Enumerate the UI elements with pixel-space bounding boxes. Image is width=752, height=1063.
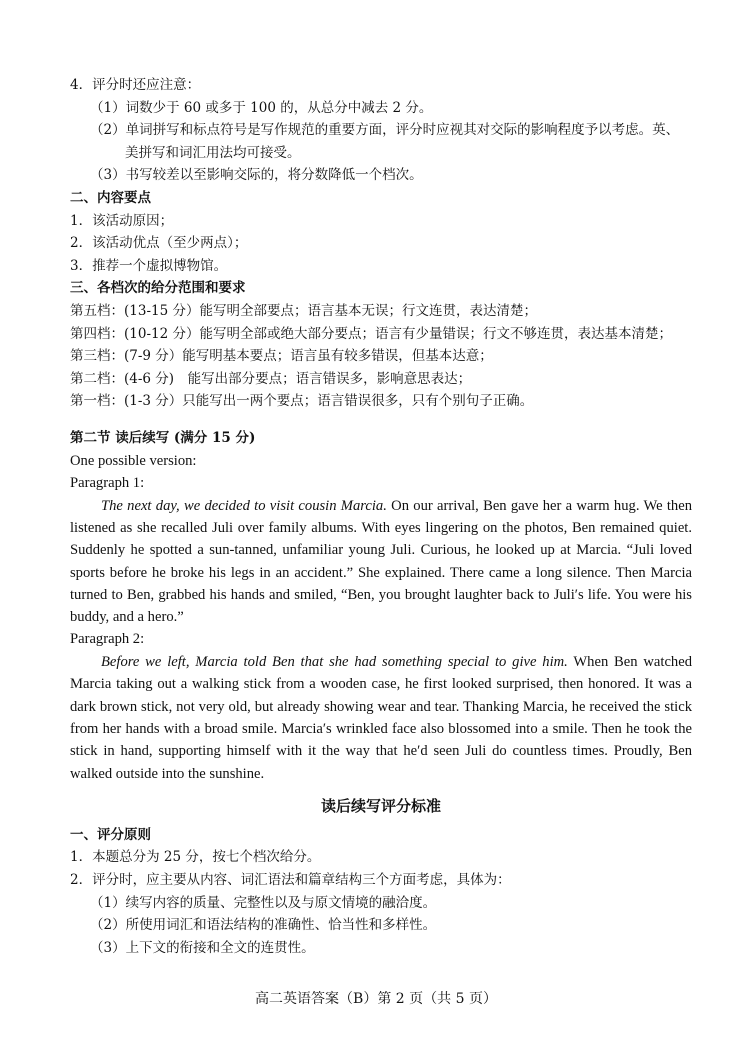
principle-sub-3: （3）上下文的衔接和全文的连贯性。: [90, 939, 315, 956]
page-footer: 高二英语答案（B）第 2 页（共 5 页）: [255, 991, 497, 1007]
paragraph1-text: [70, 495, 692, 629]
principles-heading: 一、评分原则: [70, 826, 151, 843]
principle-sub-2: （2）所使用词汇和语法结构的准确性、恰当性和多样性。: [90, 917, 437, 934]
section2-heading: 第二节 读后续写 (满分 15 分): [70, 429, 256, 446]
scoring-note-3: （3）书写较差以至影响交际的，将分数降低一个档次。: [90, 167, 423, 184]
paragraph1-lead: The next day, we decided to visit cousin Marcia.: [101, 497, 387, 514]
grade-2: 第二档：(4-6 分) 能写出部分要点；语言错误多，影响意思表达；: [70, 370, 472, 387]
principle-1: 1．本题总分为 25 分，按七个档次给分。: [70, 849, 321, 866]
content-point-1: 1．该活动原因；: [70, 212, 174, 229]
scoring-notes-heading: 4．评分时还应注意：: [70, 77, 201, 93]
grade-4: 第四档：(10-12 分）能写明全部或绝大部分要点；语言有少量错误；行文不够连贯，表达基本清楚；: [70, 325, 672, 342]
content-point-2: 2．该活动优点（至少两点）；: [70, 235, 248, 252]
paragraph2-text: [70, 651, 692, 785]
version-label: One possible version:: [70, 452, 197, 469]
criteria-title: 读后续写评分标准: [320, 796, 441, 815]
grade-3: 第三档：(7-9 分）能写明基本要点；语言虽有较多错误，但基本达意；: [70, 348, 493, 365]
principle-2: 2．评分时，应主要从内容、词汇语法和篇章结构三个方面考虑，具体为：: [70, 872, 511, 889]
grade-1: 第一档：(1-3 分）只能写出一两个要点；语言错误很多，只有个别句子正确。: [70, 393, 534, 410]
grade-5: 第五档：(13-15 分）能写明全部要点；语言基本无误；行文连贯，表达清楚；: [70, 302, 537, 319]
content-points-heading: 二、内容要点: [70, 189, 151, 206]
paragraph2-label: Paragraph 2:: [70, 631, 145, 648]
paragraph1-label: Paragraph 1:: [70, 475, 145, 492]
grade-ranges-heading: 三、各档次的给分范围和要求: [70, 280, 246, 297]
paragraph1-body: On our arrival, Ben gave her a warm hug. We then listened as she recalled Juli over family albums. With eyes lingering on the photos, Ben remained quiet. Suddenly he spotted a sun-tanned, unfamiliar young Juli. Curious, he looked up at Marcia. “Juli loved sports before he broke his legs in an accident.” She explained. There came a long silence. Then Marcia turned to Ben, grabbed his hands and smiled, “Ben, you brought laughter back to Juli′s life. You were his buddy, and a hero.”: [70, 497, 693, 626]
paragraph2-lead: Before we left, Marcia told Ben that she had something special to give him.: [101, 654, 568, 671]
content-point-3: 3．推荐一个虚拟博物馆。: [70, 257, 228, 274]
principle-sub-1: （1）续写内容的质量、完整性以及与原文情境的融洽度。: [90, 894, 437, 911]
scoring-note-2: （2）单词拼写和标点符号是写作规范的重要方面，评分时应视其对交际的影响程度予以考虑。英、美拼写和词汇用法均可接受。: [90, 122, 680, 161]
scoring-note-1: （1）词数少于 60 或多于 100 的，从总分中减去 2 分。: [90, 99, 433, 116]
paragraph2-body: When Ben watched Marcia taking out a walking stick from a wooden case, he first looked surprised, then honored. It was a dark brown stick, not very old, but already showing wear and tear. Thanking Marcia, he received the stick from her hands with a broad smile. Marcia′s wrinkled face also blossomed into a smile. Then he took the stick in hand, supporting himself with it the way that he′d seen Juli do countless times. Proudly, Ben walked outside into the sunshine.: [70, 654, 692, 782]
answer-page: [70, 74, 692, 959]
